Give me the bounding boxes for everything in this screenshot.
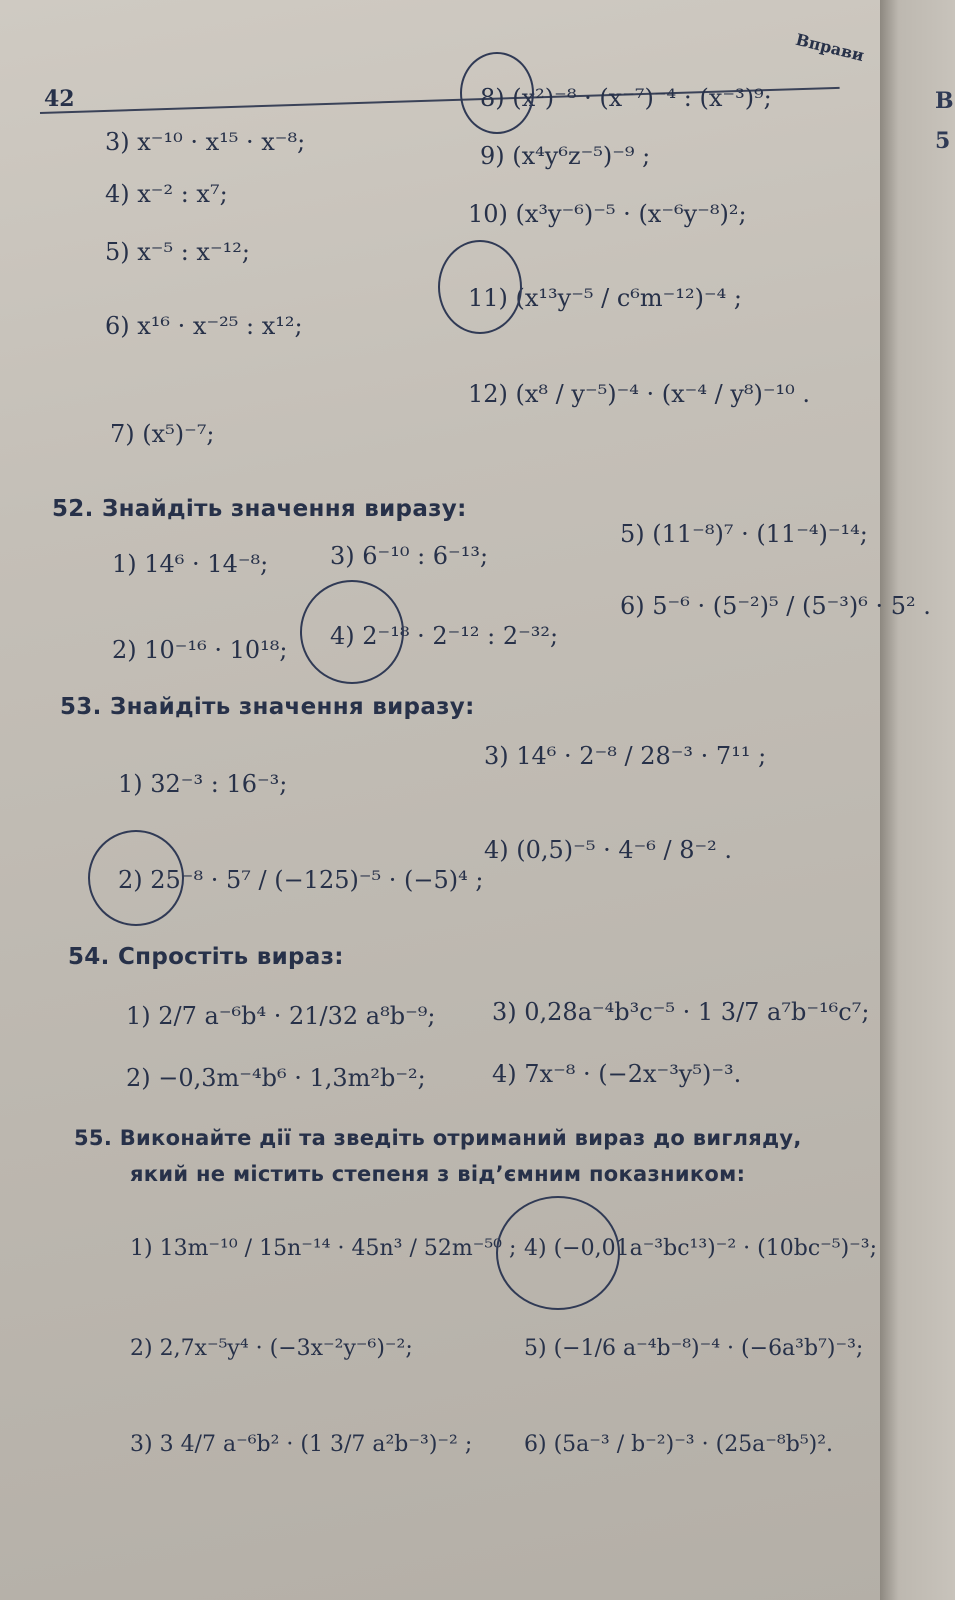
exercise-item: 9) (x⁴y⁶z⁻⁵)⁻⁹ ; [480, 142, 651, 170]
exercise-item: 2) 25⁻⁸ · 5⁷ / (−125)⁻⁵ · (−5)⁴ ; [118, 866, 484, 894]
exercise-item: 2) 10⁻¹⁶ · 10¹⁸; [112, 636, 288, 664]
exercise-item: 4) (−0,01a⁻³bc¹³)⁻² · (10bc⁻⁵)⁻³; [524, 1236, 877, 1261]
pen-circle [496, 1196, 620, 1310]
exercise-item: 1) 14⁶ · 14⁻⁸; [112, 550, 269, 578]
exercise-item: 10) (x³y⁻⁶)⁻⁵ · (x⁻⁶y⁻⁸)²; [468, 200, 747, 228]
exercise-heading-54: 54. Спростіть вираз: [68, 944, 344, 970]
exercise-item: 6) x¹⁶ · x⁻²⁵ : x¹²; [105, 312, 303, 340]
exercise-item: 3) x⁻¹⁰ · x¹⁵ · x⁻⁸; [105, 128, 306, 156]
exercise-heading-55: 55. Виконайте дії та зведіть отриманий вираз до вигляду, [74, 1126, 802, 1150]
exercise-item: 3) 6⁻¹⁰ : 6⁻¹³; [330, 542, 489, 570]
edge-letter-1: В [935, 88, 954, 114]
exercise-item: 11) (x¹³y⁻⁵ / c⁶m⁻¹²)⁻⁴ ; [468, 284, 742, 312]
edge-letter-2: 5 [935, 128, 951, 154]
page-number: 42 [44, 86, 75, 112]
exercise-item: 8) (x²)⁻⁸ · (x⁻⁷)⁻⁴ : (x⁻³)⁹; [480, 84, 772, 112]
exercise-item: 4) (0,5)⁻⁵ · 4⁻⁶ / 8⁻² . [484, 836, 733, 864]
exercise-item: 2) 2,7x⁻⁵y⁴ · (−3x⁻²y⁻⁶)⁻²; [130, 1336, 413, 1361]
running-header: Вправи [793, 29, 867, 66]
pen-circle [438, 240, 522, 334]
exercise-item: 1) 2/7 a⁻⁶b⁴ · 21/32 a⁸b⁻⁹; [126, 1002, 436, 1030]
exercise-item: 5) x⁻⁵ : x⁻¹²; [105, 238, 250, 266]
exercise-item: 12) (x⁸ / y⁻⁵)⁻⁴ · (x⁻⁴ / y⁸)⁻¹⁰ . [468, 380, 811, 408]
pen-circle [88, 830, 184, 926]
exercise-item: 6) 5⁻⁶ · (5⁻²)⁵ / (5⁻³)⁶ · 5² . [620, 592, 931, 620]
exercise-heading-55-line2: який не містить степеня з від’ємним показником: [130, 1162, 746, 1186]
exercise-item: 2) −0,3m⁻⁴b⁶ · 1,3m²b⁻²; [126, 1064, 426, 1092]
exercise-item: 1) 13m⁻¹⁰ / 15n⁻¹⁴ · 45n³ / 52m⁻⁵⁰ ; [130, 1236, 517, 1261]
exercise-item: 1) 32⁻³ : 16⁻³; [118, 770, 288, 798]
exercise-item: 7) (x⁵)⁻⁷; [110, 420, 215, 448]
exercise-item: 3) 0,28a⁻⁴b³c⁻⁵ · 1 3/7 a⁷b⁻¹⁶c⁷; [492, 998, 870, 1026]
exercise-item: 3) 14⁶ · 2⁻⁸ / 28⁻³ · 7¹¹ ; [484, 742, 767, 770]
pen-circle [300, 580, 404, 684]
exercise-item: 5) (11⁻⁸)⁷ · (11⁻⁴)⁻¹⁴; [620, 520, 868, 548]
next-page-edge [880, 0, 955, 1600]
exercise-item: 4) x⁻² : x⁷; [105, 180, 228, 208]
exercise-heading-52: 52. Знайдіть значення виразу: [52, 496, 467, 522]
exercise-item: 4) 2⁻¹⁸ · 2⁻¹² : 2⁻³²; [330, 622, 559, 650]
exercise-item: 3) 3 4/7 a⁻⁶b² · (1 3/7 a²b⁻³)⁻² ; [130, 1432, 473, 1457]
exercise-item: 4) 7x⁻⁸ · (−2x⁻³y⁵)⁻³. [492, 1060, 742, 1088]
exercise-item: 5) (−1/6 a⁻⁴b⁻⁸)⁻⁴ · (−6a³b⁷)⁻³; [524, 1336, 864, 1361]
exercise-heading-53: 53. Знайдіть значення виразу: [60, 694, 475, 720]
pen-circle [460, 52, 534, 134]
exercise-item: 6) (5a⁻³ / b⁻²)⁻³ · (25a⁻⁸b⁵)². [524, 1432, 834, 1457]
